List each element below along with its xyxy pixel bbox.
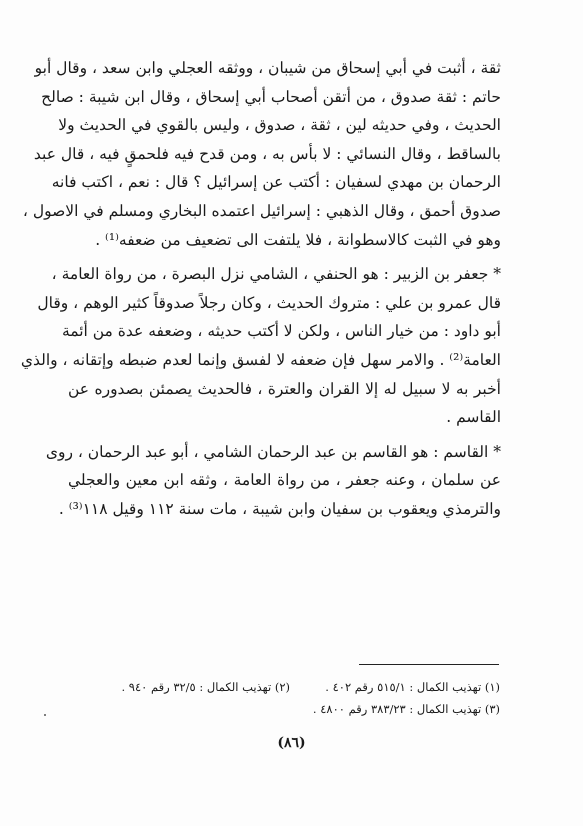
page-number: (٨٦) — [277, 735, 306, 751]
text-line: أخبر به لا سبيل له إلا القران والعترة ، فالحديث يصمئن بصدوره عن — [68, 379, 501, 398]
text-line: القاسم . — [446, 408, 501, 427]
paragraph-al-qasim — [45, 438, 501, 524]
footnote-3: (٣) تهذيب الكمال : ٣٨٣/٢٣ رقم ٤٨٠٠ . — [312, 702, 500, 716]
text-line: * القاسم : هو القاسم بن عبد الرحمان الشامي ، أبو عبد الرحمان ، روى — [45, 442, 501, 461]
main-text — [20, 54, 501, 524]
text-line: ثقة ، أثبت في أبي إسحاق من شيبان ، ووثقه العجلي وابن سعد ، وقال أبو — [34, 59, 501, 77]
text-line: بالساقط ، وقال النسائي : لا بأس به ، ومن قدح فيه فلحمقٍ فيه ، قال عبد — [33, 144, 501, 163]
footnotes-right — [300, 676, 500, 720]
text-line: عن سلمان ، وعنه جعفر ، من رواة العامة ، وثقه ابن معين والعجلي — [68, 471, 501, 490]
text-line: الرحمان بن مهدي لسفيان : أكتب عن إسرائيل ؟ قال : نعم ، اكتب فانه — [51, 173, 501, 192]
paragraph-jafar-bin-al-zubayr — [20, 260, 501, 432]
text-line: * جعفر بن الزبير : هو الحنفي ، الشامي نزل البصرة ، من رواة العامة ، — [51, 265, 501, 284]
text-line: والترمذي ويعقوب بن سفيان وابن شيبة ، مات سنة ١١٢ وقيل ١١٨⁽³⁾ . — [58, 499, 501, 518]
text-line: قال عمرو بن علي : متروك الحديث ، وكان رجلاً صدوقاً كثير الوهم ، وقال — [37, 293, 501, 312]
footnote-divider — [359, 664, 499, 665]
text-line: صدوق أحمق ، وقال الذهبي : إسرائيل اعتمده البخاري ومسلم في الاصول ، — [22, 201, 501, 220]
text-line: العامة⁽²⁾ . والامر سهل فإن ضعفه لا لفسق وإنما لعدم ضبطه وإتقانه ، والذي — [20, 350, 501, 369]
footnote-2: (٢) تهذيب الكمال : ٣٢/٥ رقم ٩٤٠ . — [121, 680, 290, 694]
paragraph-israil — [22, 54, 501, 254]
text-line: وهو في الثبت كالاسطوانة ، فلا يلتفت الى تضعيف من ضعفه⁽¹⁾ . — [95, 230, 501, 249]
footnote-1: (١) تهذيب الكمال : ٥١٥/١ رقم ٤٠٢ . — [325, 680, 500, 694]
text-line: أبو داود : من خيار الناس ، ولكن لا أكتب حديثه ، وضعفه عدة من أئمة — [61, 322, 501, 341]
text-line: الحديث ، وفي حديثه لين ، ثقة ، صدوق ، وليس بالقوي في الحديث ولا — [58, 116, 501, 135]
text-line: حاتم : ثقة صدوق ، من أتقن أصحاب أبي إسحاق ، وقال ابن شيبة : صالح — [41, 87, 501, 106]
scan-speck — [44, 714, 46, 716]
